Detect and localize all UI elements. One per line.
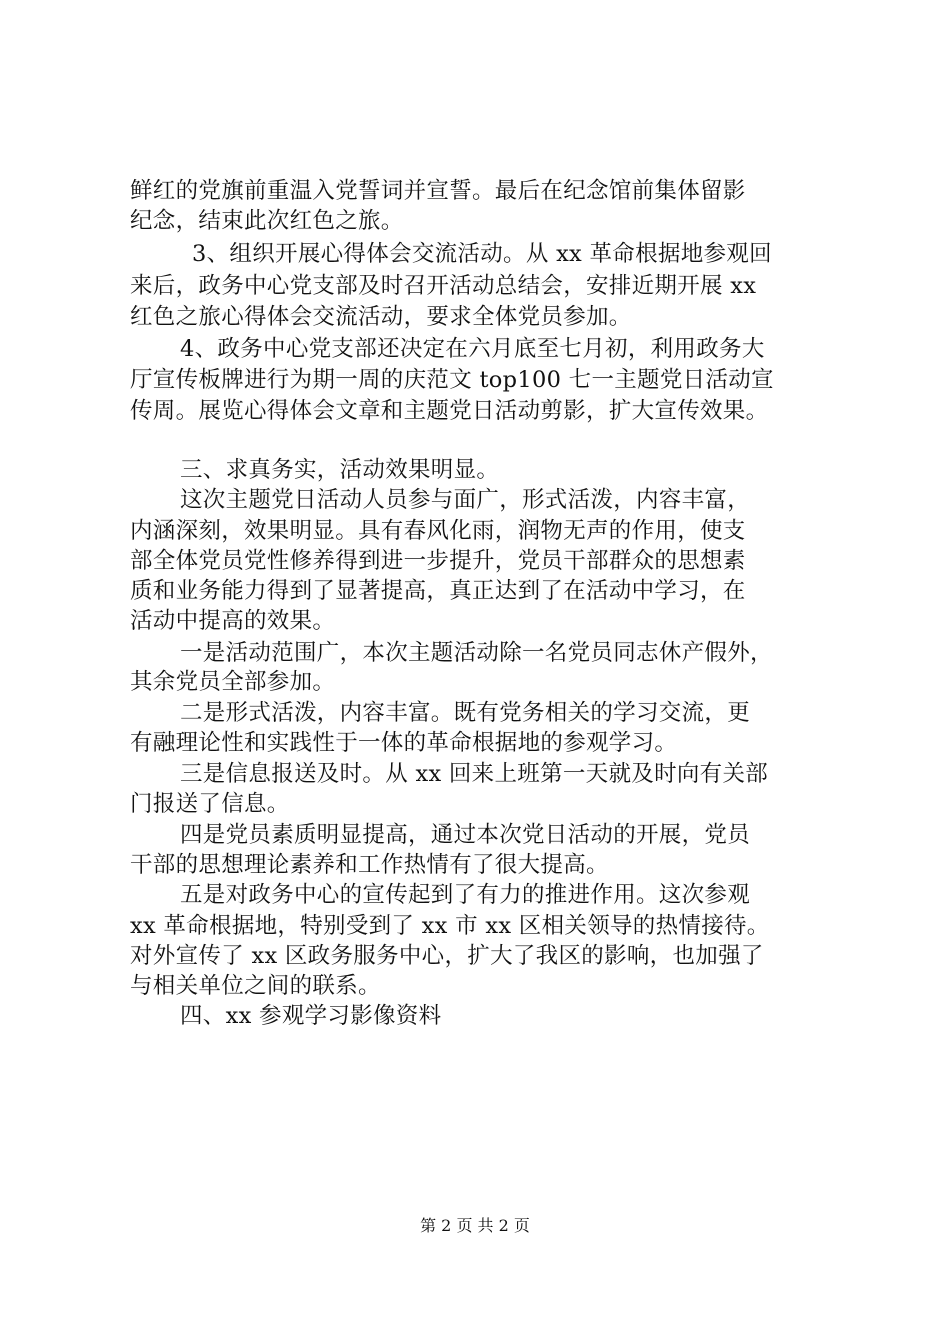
section-heading: 三、求真务实，活动效果明显。 xyxy=(180,457,500,483)
text-line: 纪念，结束此次红色之旅。 xyxy=(130,208,404,234)
text-line: 部全体党员党性修养得到进一步提升，党员干部群众的思想素 xyxy=(130,548,746,574)
section-heading: 四、xx 参观学习影像资料 xyxy=(180,1003,442,1029)
text-line: 三是信息报送及时。从 xx 回来上班第一天就及时向有关部 xyxy=(180,761,769,787)
text-line: 活动中提高的效果。 xyxy=(130,608,336,634)
page-number-footer: 第 2 页 共 2 页 xyxy=(420,1216,530,1235)
text-line: 门报送了信息。 xyxy=(130,791,290,817)
text-line: 一是活动范围广，本次主题活动除一名党员同志休产假外， xyxy=(180,640,773,666)
text-line: 3、组织开展心得体会交流活动。从 xx 革命根据地参观回 xyxy=(192,241,772,267)
text-line: xx 革命根据地，特别受到了 xx 市 xx 区相关领导的热情接待。 xyxy=(130,913,770,939)
text-line: 二是形式活泼，内容丰富。既有党务相关的学习交流，更 xyxy=(180,700,751,726)
text-line: 质和业务能力得到了显著提高，真正达到了在活动中学习，在 xyxy=(130,578,746,604)
text-line: 来后，政务中心党支部及时召开活动总结会，安排近期开展 xx xyxy=(130,273,757,299)
text-line: 红色之旅心得体会交流活动，要求全体党员参加。 xyxy=(130,304,632,330)
text-line: 有融理论性和实践性于一体的革命根据地的参观学习。 xyxy=(130,730,678,756)
text-line: 与相关单位之间的联系。 xyxy=(130,973,381,999)
text-line: 其余党员全部参加。 xyxy=(130,669,336,695)
text-line: 鲜红的党旗前重温入党誓词并宣誓。最后在纪念馆前集体留影 xyxy=(130,178,746,204)
text-line: 四是党员素质明显提高，通过本次党日活动的开展，党员 xyxy=(180,822,751,848)
text-line: 传周。展览心得体会文章和主题党日活动剪影，扩大宣传效果。 xyxy=(130,398,769,424)
text-line: 这次主题党日活动人员参与面广，形式活泼，内容丰富， xyxy=(180,487,751,513)
text-line: 内涵深刻，效果明显。具有春风化雨，润物无声的作用，使支 xyxy=(130,518,746,544)
text-line: 4、政务中心党支部还决定在六月底至七月初，利用政务大 xyxy=(180,336,765,362)
text-line: 五是对政务中心的宣传起到了有力的推进作用。这次参观 xyxy=(180,882,751,908)
text-line: 对外宣传了 xx 区政务服务中心，扩大了我区的影响，也加强了 xyxy=(130,943,764,969)
text-line: 厅宣传板牌进行为期一周的庆范文 top100 七一主题党日活动宣 xyxy=(130,367,774,393)
text-line: 干部的思想理论素养和工作热情有了很大提高。 xyxy=(130,852,609,878)
